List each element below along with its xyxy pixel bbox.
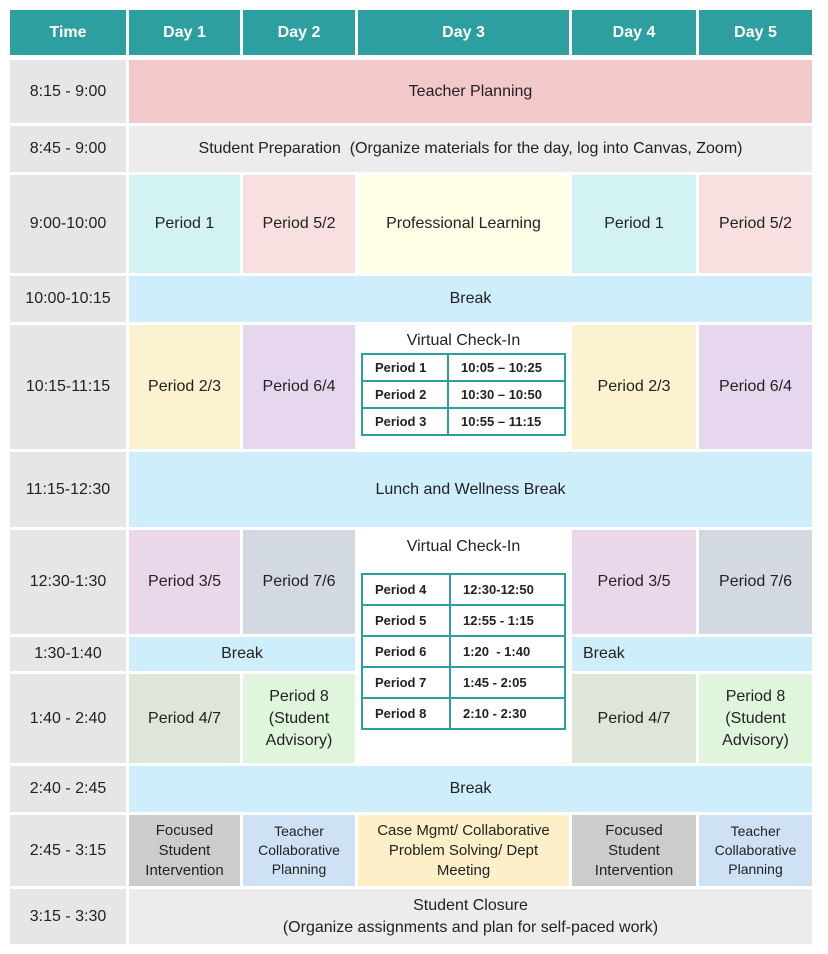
table-row [362, 574, 565, 605]
morning-checkin-table [361, 353, 566, 436]
period-cell: Period 4/7 [572, 674, 696, 763]
checkin-period: Period 2 [362, 381, 448, 408]
period-cell: Period 4/7 [129, 674, 240, 763]
table-row [362, 354, 565, 381]
virtual-checkin-title: Virtual Check-In [406, 538, 521, 555]
header-time: Time [10, 10, 126, 55]
collab-planning-cell: Teacher Collaborative Planning [699, 815, 812, 886]
break-cell: Break [129, 766, 812, 812]
period-cell: Period 6/4 [243, 325, 355, 449]
time-cell: 2:45 - 3:15 [10, 815, 126, 886]
case-mgmt-cell: Case Mgmt/ Collaborative Problem Solving/ Dept Meeting [358, 815, 569, 886]
period-cell: Period 7/6 [699, 530, 812, 634]
period-cell: Period 1 [572, 175, 696, 273]
intervention-cell: Focused Student Intervention [572, 815, 696, 886]
time-cell: 1:40 - 2:40 [10, 674, 126, 763]
period-cell: Period 3/5 [572, 530, 696, 634]
time-cell: 11:15-12:30 [10, 452, 126, 527]
closure-title: Student Closure [413, 896, 528, 914]
student-closure-cell [129, 889, 812, 944]
period-cell: Period 5/2 [243, 175, 355, 273]
checkin-time: 12:30-12:50 [450, 574, 565, 605]
period-cell: Period 2/3 [129, 325, 240, 449]
checkin-period: Period 6 [362, 636, 450, 667]
collab-planning-cell: Teacher Collaborative Planning [243, 815, 355, 886]
header-day-4: Day 4 [572, 10, 696, 55]
checkin-period: Period 3 [362, 408, 448, 435]
period-cell: Period 7/6 [243, 530, 355, 634]
table-row [362, 408, 565, 435]
virtual-checkin-title: Virtual Check-In [406, 332, 521, 349]
time-cell: 2:40 - 2:45 [10, 766, 126, 812]
table-row [362, 381, 565, 408]
advisory-cell: Period 8 (Student Advisory) [243, 674, 355, 763]
time-cell: 1:30-1:40 [10, 637, 126, 671]
checkin-time: 2:10 - 2:30 [450, 698, 565, 729]
checkin-time: 10:05 – 10:25 [448, 354, 565, 381]
table-row [362, 698, 565, 729]
period-cell: Period 3/5 [129, 530, 240, 634]
checkin-period: Period 4 [362, 574, 450, 605]
time-cell: 8:45 - 9:00 [10, 126, 126, 172]
time-cell: 3:15 - 3:30 [10, 889, 126, 944]
table-row [362, 605, 565, 636]
checkin-time: 10:30 – 10:50 [448, 381, 565, 408]
student-preparation-cell: Student Preparation (Organize materials for the day, log into Canvas, Zoom) [129, 126, 812, 172]
checkin-time: 10:55 – 11:15 [448, 408, 565, 435]
checkin-period: Period 7 [362, 667, 450, 698]
table-row [362, 667, 565, 698]
checkin-time: 1:45 - 2:05 [450, 667, 565, 698]
teacher-planning-cell: Teacher Planning [129, 60, 812, 123]
closure-detail: (Organize assignments and plan for self-paced work) [282, 918, 659, 936]
time-cell: 8:15 - 9:00 [10, 60, 126, 123]
checkin-period: Period 8 [362, 698, 450, 729]
period-cell: Period 6/4 [699, 325, 812, 449]
lunch-cell: Lunch and Wellness Break [129, 452, 812, 527]
afternoon-checkin-table [361, 573, 566, 730]
checkin-time: 1:20 - 1:40 [450, 636, 565, 667]
checkin-time: 12:55 - 1:15 [450, 605, 565, 636]
advisory-cell: Period 8 (Student Advisory) [699, 674, 812, 763]
header-day-3: Day 3 [358, 10, 569, 55]
period-cell: Period 2/3 [572, 325, 696, 449]
time-cell: 9:00-10:00 [10, 175, 126, 273]
period-cell: Period 5/2 [699, 175, 812, 273]
time-cell: 10:00-10:15 [10, 276, 126, 322]
time-cell: 12:30-1:30 [10, 530, 126, 634]
time-cell: 10:15-11:15 [10, 325, 126, 449]
period-cell: Period 1 [129, 175, 240, 273]
header-day-1: Day 1 [129, 10, 240, 55]
break-cell: Break [129, 276, 812, 322]
header-day-2: Day 2 [243, 10, 355, 55]
table-row [362, 636, 565, 667]
header-day-5: Day 5 [699, 10, 812, 55]
checkin-period: Period 5 [362, 605, 450, 636]
break-cell: Break [572, 637, 812, 671]
professional-learning-cell: Professional Learning [358, 175, 569, 273]
intervention-cell: Focused Student Intervention [129, 815, 240, 886]
break-cell: Break [129, 637, 355, 671]
checkin-period: Period 1 [362, 354, 448, 381]
